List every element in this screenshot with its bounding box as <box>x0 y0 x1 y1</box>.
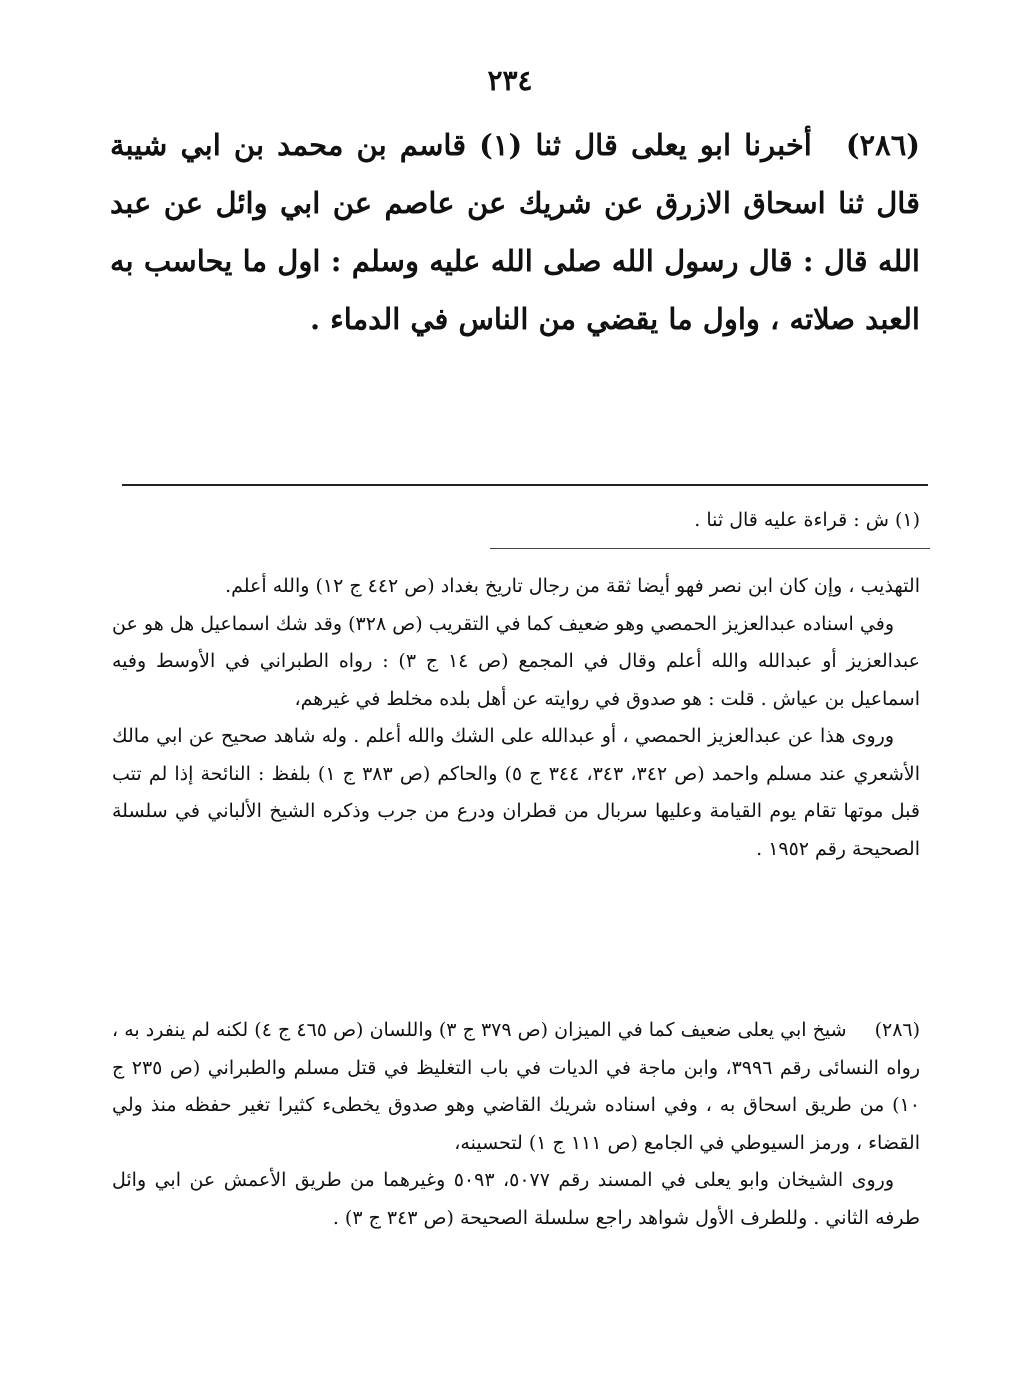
page-number: ٢٣٤ <box>487 64 533 97</box>
footnote: (١) ش : قراءة عليه قال ثنا . <box>694 509 920 531</box>
commentary-hadith-286 <box>112 1012 920 1237</box>
commentary-paragraph: وروى هذا عن عبدالعزيز الحمصي ، أو عبدالله على الشك والله أعلم . وله شاهد صحيح عن ابي مالك الأشعري عند مسلم واحمد (ص ٣٤٢، ٣٤٣، ٣٤٤ ج ٥) والحاكم (ص ٣٨٣ ج ١) بلفظ : النائحة إذا لم تتب قبل موتها تقام يوم القيامة وعليها سربال من قطران ودرع من جرب وذكره الشيخ الألباني في سلسلة الصحيحة رقم ١٩٥٢ . <box>112 725 921 860</box>
commentary-paragraph: وفي اسناده عبدالعزيز الحمصي وهو ضعيف كما في التقريب (ص ٣٢٨) وقد شك اسماعيل هل هو عن عبدالعزيز أو عبدالله والله أعلم وقال في المجمع (ص ١٤ ج ٣) : رواه الطبراني في الأوسط وفيه اسماعيل بن عياش . قلت : هو صدوق في روايته عن أهل بلده مخلط في غيرهم، <box>112 612 920 710</box>
commentary-paragraph: التهذيب ، وإن كان ابن نصر فهو أيضا ثقة من رجال تاريخ بغداد (ص ٤٤٢ ج ١٢) والله أعلم. <box>225 575 920 597</box>
hadith-number: (٢٨٦) <box>845 128 921 162</box>
hadith-text-block <box>110 116 920 348</box>
commentary-paragraph: شيخ ابي يعلى ضعيف كما في الميزان (ص ٣٧٩ ج ٣) واللسان (ص ٤٦٥ ج ٤) لكنه لم ينفرد به ، رواه النسائى رقم ٣٩٩٦، وابن ماجة في الديات في باب التغليظ في قتل مسلم والطبراني (ص ٢٣٥ ج ١٠) من طريق اسحاق به ، وفي اسناده شريك القاضي وهو صدوق يخطىء كثيرا تغير حفظه منذ ولي القضاء ، ورمز السيوطي في الجامع (ص ١١١ ج ١) لتحسينه، <box>112 1019 920 1154</box>
commentary-number: (٢٨٦) <box>874 1019 921 1041</box>
commentary-separator <box>490 548 930 549</box>
hadith-text: أخبرنا ابو يعلى قال ثنا (١) قاسم بن محمد بن ابي شيبة قال ثنا اسحاق الازرق عن شريك عن عاصم عن ابي وائل عن عبد الله قال : قال رسول الله صلى الله عليه وسلم : اول ما يحاسب به العبد صلاته ، واول ما يقضي من الناس في الدماء . <box>110 128 920 336</box>
commentary-paragraph: وروى الشيخان وابو يعلى في المسند رقم ٥٠٧٧، ٥٠٩٣ وغيرهما من طريق الأعمش عن ابي وائل طرفه الثاني . وللطرف الأول شواهد راجع سلسلة الصحيحة (ص ٣٤٣ ج ٣) . <box>112 1169 920 1229</box>
footnote-separator <box>122 484 928 486</box>
commentary-continued <box>112 568 920 868</box>
